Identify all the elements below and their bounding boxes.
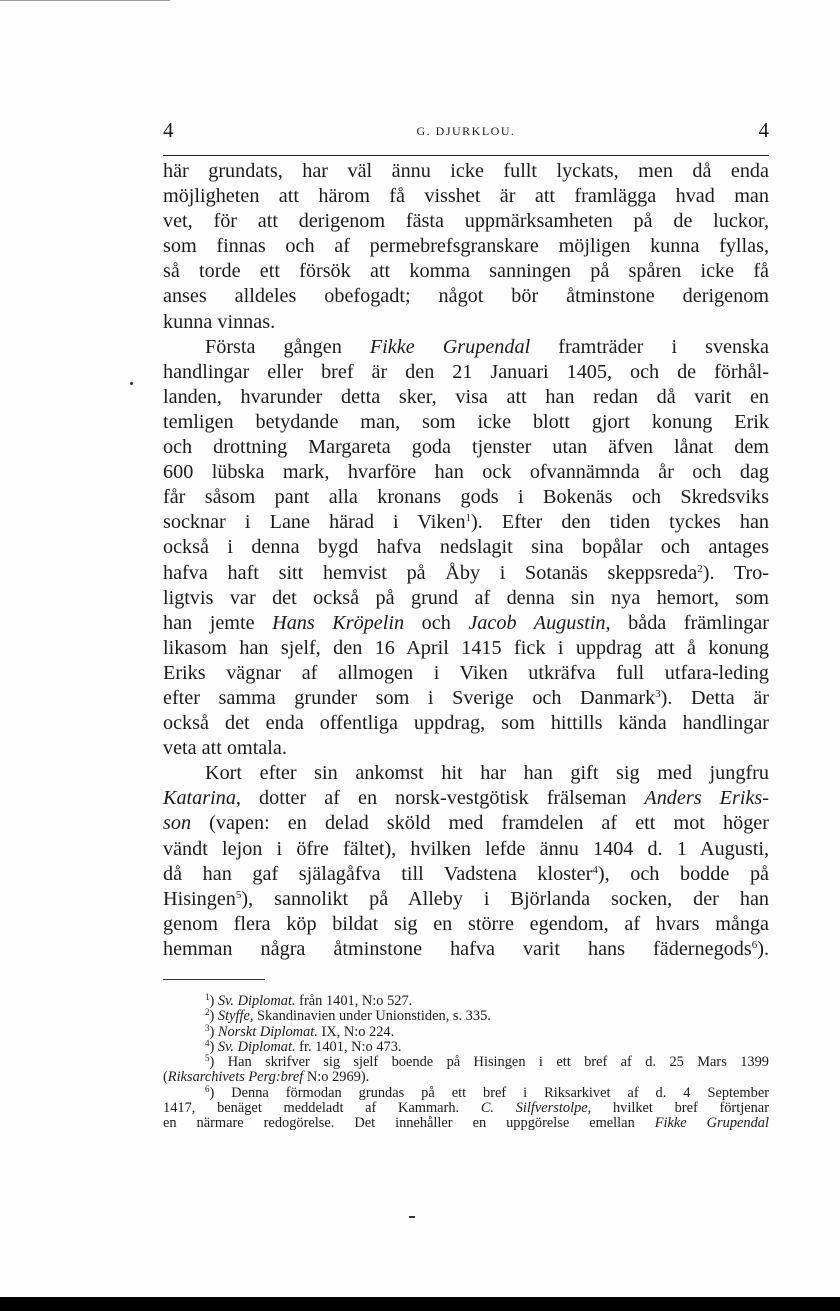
running-header [163,118,769,148]
text-line: också det enda offentliga uppdrag, som hittills kända handlingar [163,712,769,735]
text-line: här grundats, har väl ännu icke fullt lyckats, men då enda [163,160,769,182]
footnote-ref: 1 [465,512,472,525]
scan-mark [409,1216,415,1218]
footnote-6: $^6$) Denna förmodan grundas på ett bref i Riksarkivet af d. 4 September [205,1083,769,1101]
text-line: handlingar eller bref är den 21 Januari 1405, och de förhål- [163,360,769,383]
text-line: Första gången Fikke Grupendal framträder i svenska [205,335,770,358]
text-line: kunna vinnas. [163,310,276,333]
scan-edge-line [0,0,170,1]
person-name: Jacob Augustin, [468,611,611,634]
footnotes [163,994,769,1132]
footnote-1: $^1$) Sv. Diplomat. från 1401, N:o 527. [205,992,413,1009]
header-rule [163,155,769,156]
text-line: som finnas och af permebrefsgranskare möjligen kunna fyllas, [163,235,769,258]
footnote-4: $^4$) Sv. Diplomat. fr. 1401, N:o 473. [205,1037,402,1055]
text-line: efter samma grunder som i Sverige och Danmark$^3$). Detta är [163,686,769,709]
page-number-right: 4 [758,118,769,142]
text-line: Eriks vägnar af allmogen i Viken utkräfva full utfara-leding [163,661,769,684]
footnote-5: $^5$) Han skrifver sig sjelf boende på Hisingen i ett bref af d. 25 Mars 1399 [205,1053,769,1071]
person-name: Anders Eriks- [644,787,769,810]
person-name: Hans Kröpelin [272,611,405,634]
footnote-ref: 5 [235,888,242,901]
paragraph-2 [163,335,769,762]
text-line: socknar i Lane härad i Viken$^1$). Efter den tiden tyckes han [163,511,769,534]
footnote-5-cont: (Riksarchivets Perg:bref N:o 2969). [163,1069,370,1086]
footnote-rule [163,979,265,980]
text-line: son (vapen: en delad sköld med framdelen af ett mot höger [163,812,769,835]
text-line: 600 lübska mark, hvarföre han ock ofvannämnda år och dag [163,461,769,484]
text-line: möjligheten att härom få visshet är att framlägga hvad man [163,185,769,208]
footnote-3: $^3$) Norskt Diplomat. IX, N:o 224. [205,1022,395,1040]
book-page [163,118,769,1132]
text-line: han jemte Hans Kröpelin och Jacob Augustin, båda främlingar [163,611,769,634]
footnote-ref: 3 [655,687,661,700]
text-line: veta att omtala. [163,737,287,760]
paragraph-1 [163,159,769,335]
person-name: Fikke Grupendal [369,335,531,358]
footnote-ref: 6 [751,938,758,951]
footnote-6-cont: en närmare redogörelse. Det innehåller en uppgörelse emellan Fikke Grupendal [163,1115,770,1132]
paragraph-3 [163,761,769,962]
running-title: G. DJURKLOU. [416,124,516,138]
text-line: får såsom pant alla kronans gods i Bokenäs och Skredsviks [163,486,769,509]
text-line: vändt lejon i öfre fältet), hvilken lefde ännu 1404 d. 1 Augusti, [163,837,769,860]
scan-speck [130,382,133,385]
text-line: Katarina, dotter af en norsk-vestgötisk frälseman Anders Eriks- [163,787,769,810]
text-line: hemman några åtminstone hafva varit hans fädernegods$^6$). [163,937,769,960]
footnote-ref: 4 [592,863,598,876]
text-line: genom flera köp bildat sig en större egendom, af hvars många [163,912,769,935]
text-line: också i denna bygd hafva nedslagit sina bopålar och antages [163,536,769,559]
text-line: så torde ett försök att komma sanningen på spåren icke få [163,260,769,283]
text-line: ligtvis var det också på grund af denna sin nya hemort, som [163,586,769,609]
scan-edge-bar [0,1297,840,1311]
person-name: Katarina, [163,787,241,810]
text-line: vet, för att derigenom fästa uppmärksamheten på de luckor, [163,210,769,233]
text-line: Hisingen$^5$), sannolikt på Alleby i Björlanda socken, der han [163,887,769,910]
text-line: hafva haft sitt hemvist på Åby i Sotanäs skeppsreda$^2$). Tro- [163,561,769,584]
body-text [163,159,769,962]
person-name: son [163,812,192,835]
text-line: likasom han sjelf, den 16 April 1415 fick i uppdrag att å konung [163,636,769,659]
text-line: då han gaf själagåfva till Vadstena kloster$^4$), och bodde på [163,862,769,885]
text-line: landen, hvarunder detta sker, visa att han redan då varit en [163,385,769,408]
text-line: anses alldeles obefogadt; något bör åtminstone derigenom [163,285,769,308]
footnote-ref: 2 [697,562,703,575]
footnote-6-cont: 1417, benäget meddeladt af Kammarh. C. Silfverstolpe, hvilket bref förtjenar [163,1100,769,1117]
text-line: Kort efter sin ankomst hit har han gift sig med jungfru [205,762,769,785]
footnote-2: $^2$) Styffe, Skandinavien under Unionstiden, s. 335. [205,1007,491,1025]
page-number-left: 4 [163,118,174,142]
text-line: och drottning Margareta goda tjenster utan äfven lånat dem [163,436,769,459]
text-line: temligen betydande man, som icke blott gjort konung Erik [163,410,769,433]
